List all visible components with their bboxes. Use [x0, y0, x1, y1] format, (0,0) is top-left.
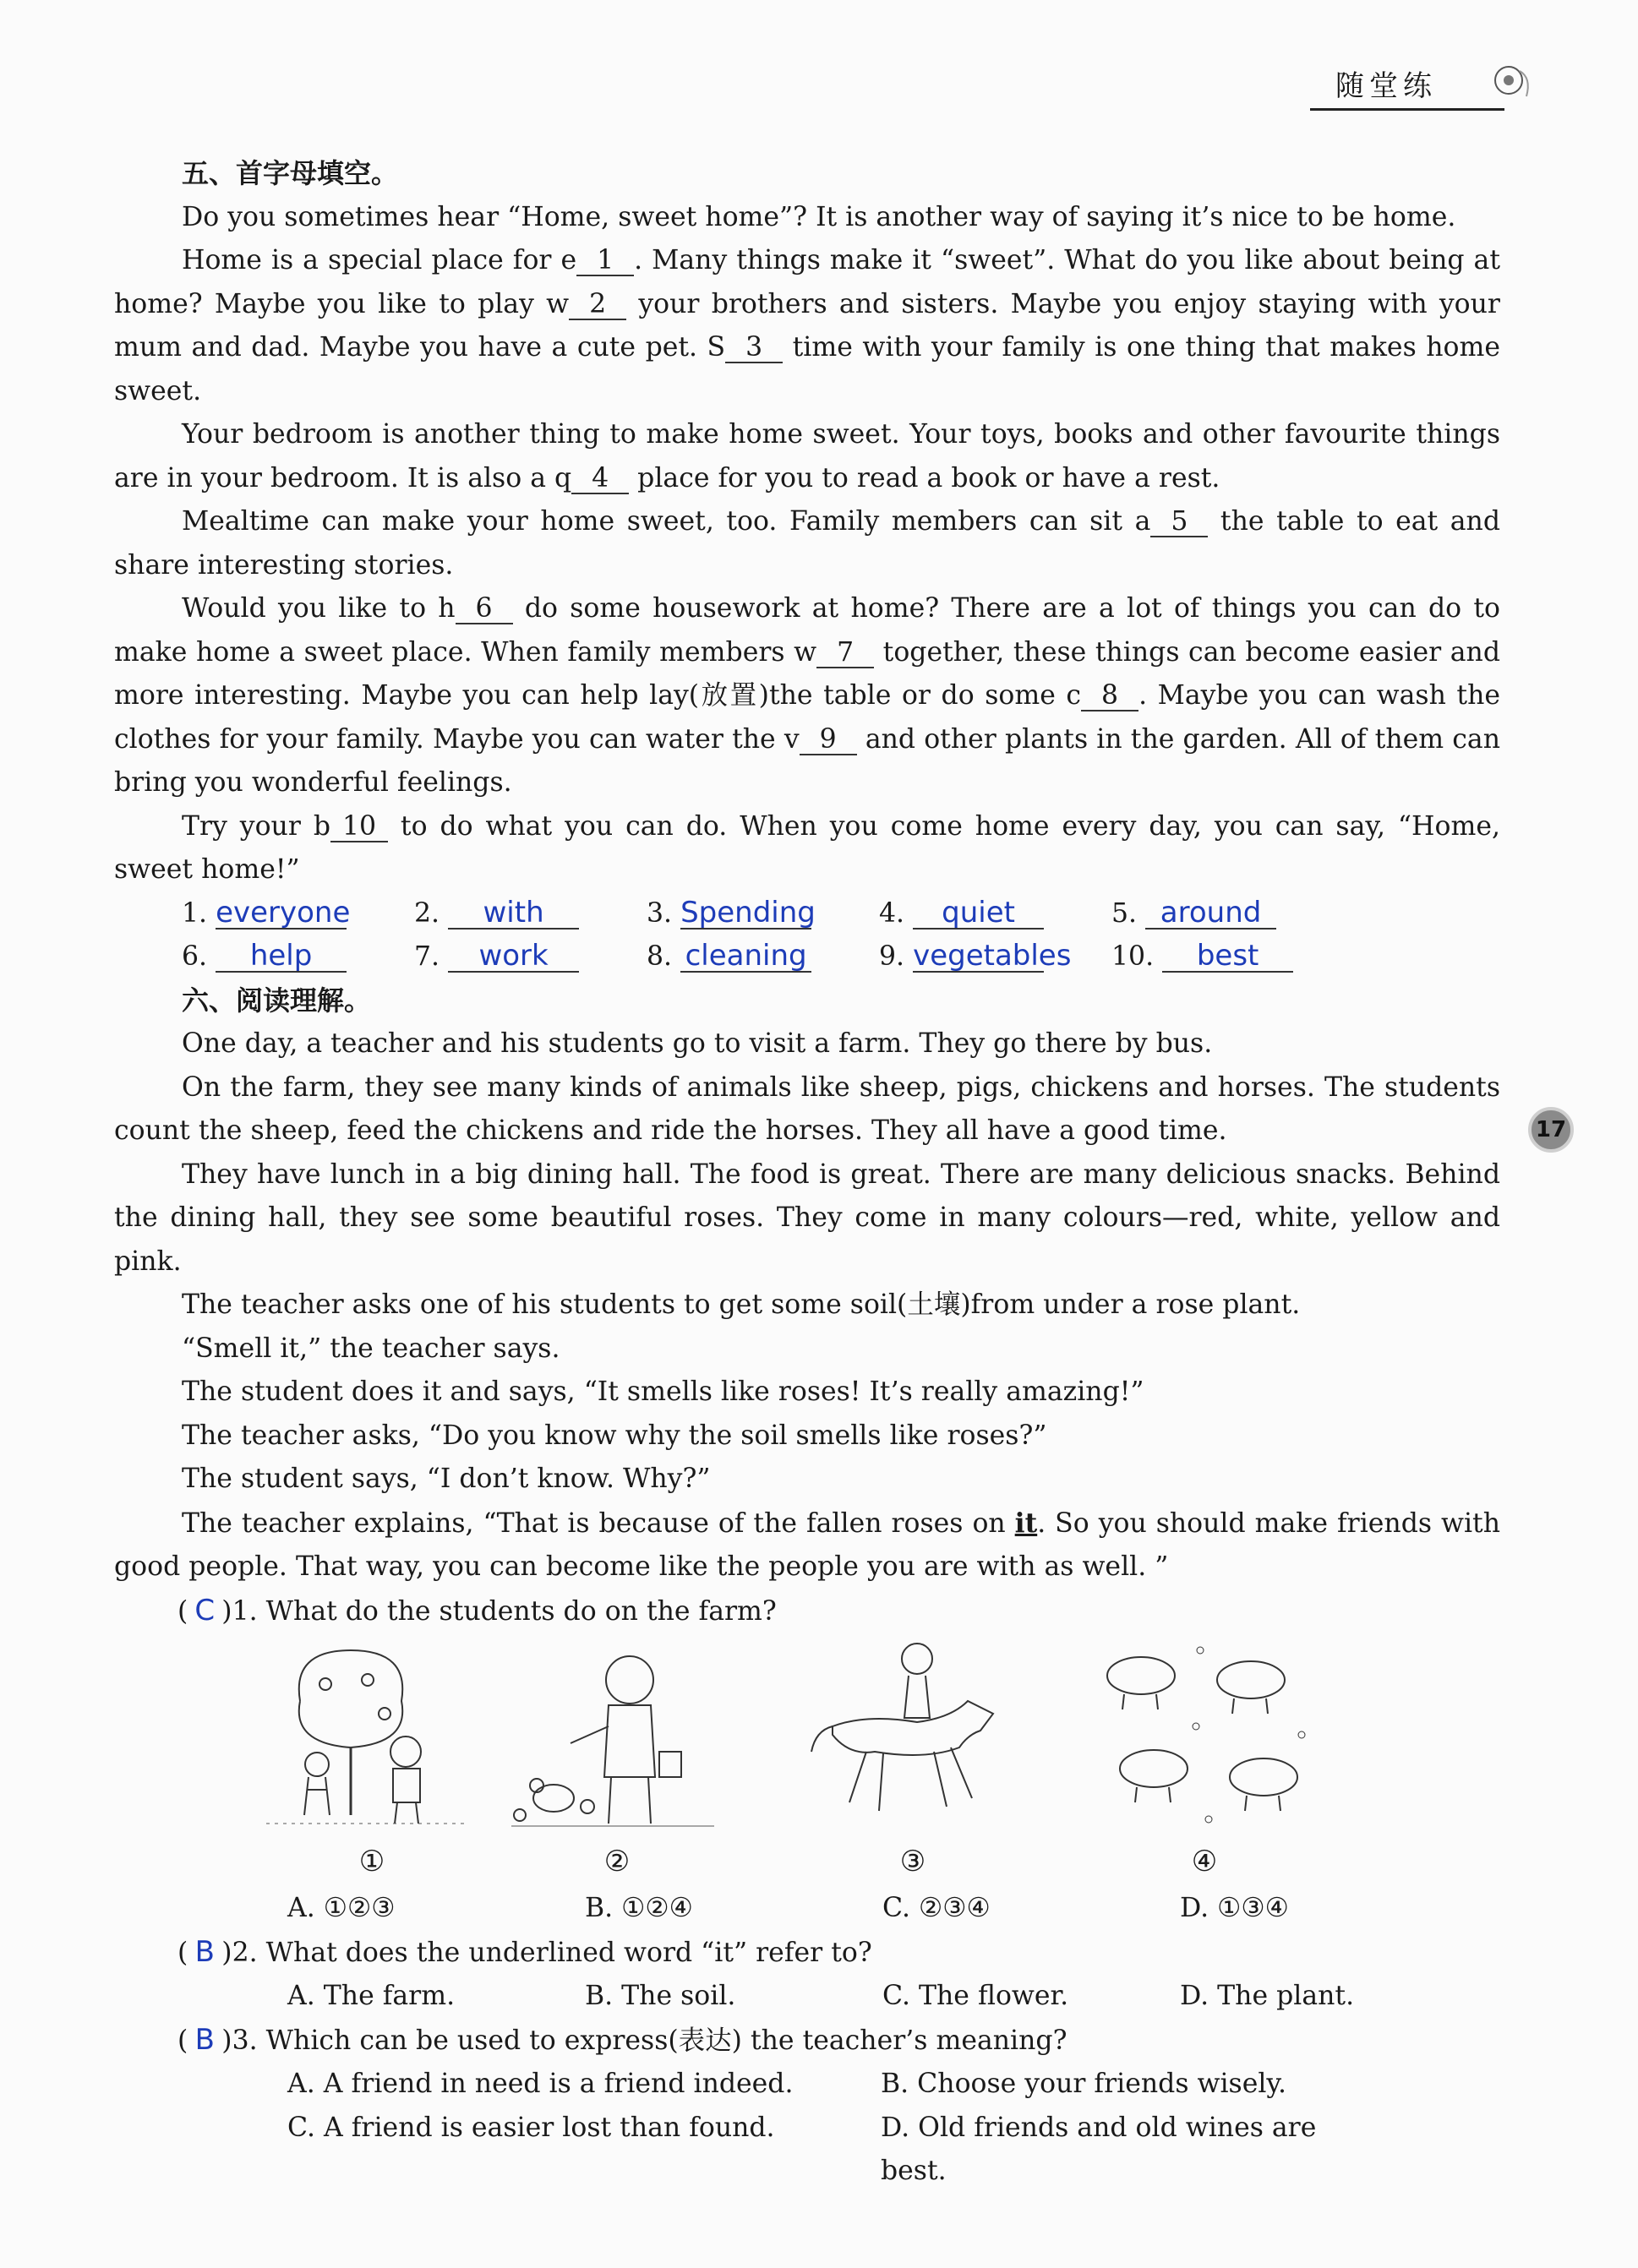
s6-para: One day, a teacher and his students go to visit a farm. They go there by bus. [182, 1028, 1213, 1059]
horse-riding-icon [799, 1633, 1027, 1836]
q2-answer: B [194, 1934, 215, 1969]
q1-option-c: C. ②③④ [882, 1893, 991, 1923]
answer-value: help [216, 940, 347, 973]
answer-item: 2. with [414, 892, 647, 936]
blank-6: 6 [456, 594, 513, 624]
q2-option-a: A. The farm. [287, 1981, 456, 2011]
s6-para: “Smell it,” the teacher says. [182, 1333, 560, 1364]
q3-option-b: B. Choose your friends wisely. [881, 2069, 1287, 2099]
q3-option-c: C. A friend is easier lost than found. [287, 2112, 775, 2143]
s6-para: The student says, “I don’t know. Why?” [182, 1464, 711, 1494]
answer-item: 4. quiet [879, 892, 1111, 936]
section5-heading: 五、首字母填空。 [182, 157, 399, 189]
s5-para-3: Your bedroom is another thing to make home sweet. Your toys, books and other favourite things are in your bedroom. It is also a q 4 place for you to read a book or have a rest. [114, 419, 1500, 493]
q1-option-a: A. ①②③ [287, 1893, 396, 1923]
s5-para-5: Would you like to h 6 do some housework at home? There are a lot of things you can do to make home a sweet place. When family members w 7 together, these things can become easier and more interesting. Maybe you can help lay(放置)the table or do some c 8 . Maybe you can wash the clothes for your family. Maybe you can water the v 9 and other plants in the garden. All of them can bring you wonderful feelings. [114, 593, 1501, 798]
q1-option-d: D. ①③④ [1180, 1893, 1289, 1923]
answer-grid [182, 892, 1500, 979]
picture-2 [503, 1633, 731, 1836]
answer-value: Spending [680, 895, 816, 930]
q2-options [287, 1975, 1500, 2019]
s6-para: On the farm, they see many kinds of animals like sheep, pigs, chickens and horses. The students count the sheep, feed the chickens and ride the horses. They all have a good time. [114, 1071, 1500, 1146]
s6-para: The teacher asks, “Do you know why the soil smells like roses?” [182, 1420, 1047, 1451]
picture-options [258, 1633, 1500, 1887]
q1-answer: C [194, 1593, 216, 1627]
picture-label-2: ② [603, 1845, 631, 1878]
blank-9: 9 [800, 725, 857, 755]
answer-value: around [1145, 897, 1276, 930]
apple-picking-icon [258, 1633, 486, 1836]
blank-7: 7 [816, 638, 874, 668]
s5-para-1: Do you sometimes hear “Home, sweet home”? It is another way of saying it’s nice to be home. [182, 201, 1456, 232]
answer-item: 6. help [182, 935, 414, 979]
answer-value: with [448, 897, 579, 930]
s6-para: They have lunch in a big dining hall. The food is great. There are many delicious snacks. Behind the dining hall, they see some beautiful roses. They come in many colours—red, white, yellow and pink. [114, 1159, 1500, 1277]
section6-heading: 六、阅读理解。 [182, 984, 372, 1017]
q2-option-b: B. The soil. [585, 1981, 736, 2011]
answer-item: 9. vegetables [879, 939, 1072, 973]
answer-value: quiet [913, 897, 1044, 930]
header-title: 随堂练 [1335, 69, 1437, 103]
blank-4: 4 [571, 464, 629, 494]
answer-item: 10. best [1111, 935, 1280, 979]
picture-3 [799, 1633, 1027, 1836]
s6-para: The student does it and says, “It smells like roses! It’s really amazing!” [182, 1377, 1144, 1407]
picture-1 [258, 1633, 486, 1836]
answer-value: work [448, 940, 579, 973]
picture-label-1: ① [358, 1845, 385, 1878]
answer-value: best [1162, 940, 1293, 973]
header-rule [1310, 108, 1504, 111]
q3-option-d: D. Old friends and old wines are best. [881, 2112, 1317, 2186]
s6-para: The teacher asks one of his students to get some soil(土壤)from under a rose plant. [182, 1289, 1301, 1320]
question-3: ( B )3. Which can be used to express(表达) the teacher’s meaning? [177, 2019, 1500, 2064]
blank-5: 5 [1150, 507, 1208, 537]
q1-option-b: B. ①②④ [585, 1893, 693, 1923]
s5-para-2: Home is a special place for e 1 . Many things make it “sweet”. What do you like about being at home? Maybe you like to play w 2 your brothers and sisters. Maybe you enjoy staying with your mum and dad. Maybe you have a cute pet. S 3 time with your family is one thing that makes home sweet. [114, 245, 1500, 406]
picture-label-4: ④ [1191, 1845, 1218, 1878]
answer-value: everyone [216, 895, 351, 930]
page-header [1293, 59, 1488, 118]
answer-value: cleaning [680, 940, 811, 973]
picture-label-3: ③ [899, 1845, 926, 1878]
s5-para-4: Mealtime can make your home sweet, too. Family members can sit a 5 the table to eat and share interesting stories. [114, 506, 1500, 581]
blank-3: 3 [725, 333, 783, 363]
sheep-icon [1090, 1633, 1319, 1836]
answer-item: 1. everyone [182, 895, 351, 930]
q3-options [287, 2063, 1500, 2194]
answer-value: vegetables [913, 939, 1072, 973]
answer-item: 8. cleaning [647, 935, 879, 979]
q2-option-d: D. The plant. [1180, 1981, 1355, 2011]
underlined-it: it [1014, 1507, 1038, 1539]
blank-2: 2 [569, 290, 626, 320]
q3-option-a: A. A friend in need is a friend indeed. [287, 2069, 794, 2099]
feeding-chickens-icon [503, 1633, 731, 1836]
question-2: ( B )2. What does the underlined word “it” refer to? [177, 1931, 1500, 1976]
answer-item: 3. Spending [647, 895, 816, 930]
q1-options [287, 1887, 1500, 1931]
s6-para-last: The teacher explains, “That is because of the fallen roses on it. So you should make friends with good people. That way, you can become like the people you are with as well. ” [114, 1507, 1500, 1582]
answer-item: 5. around [1111, 892, 1280, 936]
worksheet-body [114, 152, 1500, 2194]
cd-icon [1488, 59, 1538, 110]
q3-answer: B [194, 2022, 215, 2057]
s5-para-6: Try your b 10 to do what you can do. When you come home every day, you can say, “Home, sweet home!” [114, 810, 1500, 885]
blank-10: 10 [330, 812, 388, 842]
q2-option-c: C. The flower. [882, 1981, 1069, 2011]
blank-8: 8 [1081, 681, 1138, 711]
blank-1: 1 [576, 246, 634, 276]
answer-item: 7. work [414, 935, 647, 979]
page-number: 17 [1528, 1107, 1574, 1153]
question-1: ( C )1. What do the students do on the farm? [177, 1589, 1500, 1634]
picture-4 [1090, 1633, 1319, 1836]
